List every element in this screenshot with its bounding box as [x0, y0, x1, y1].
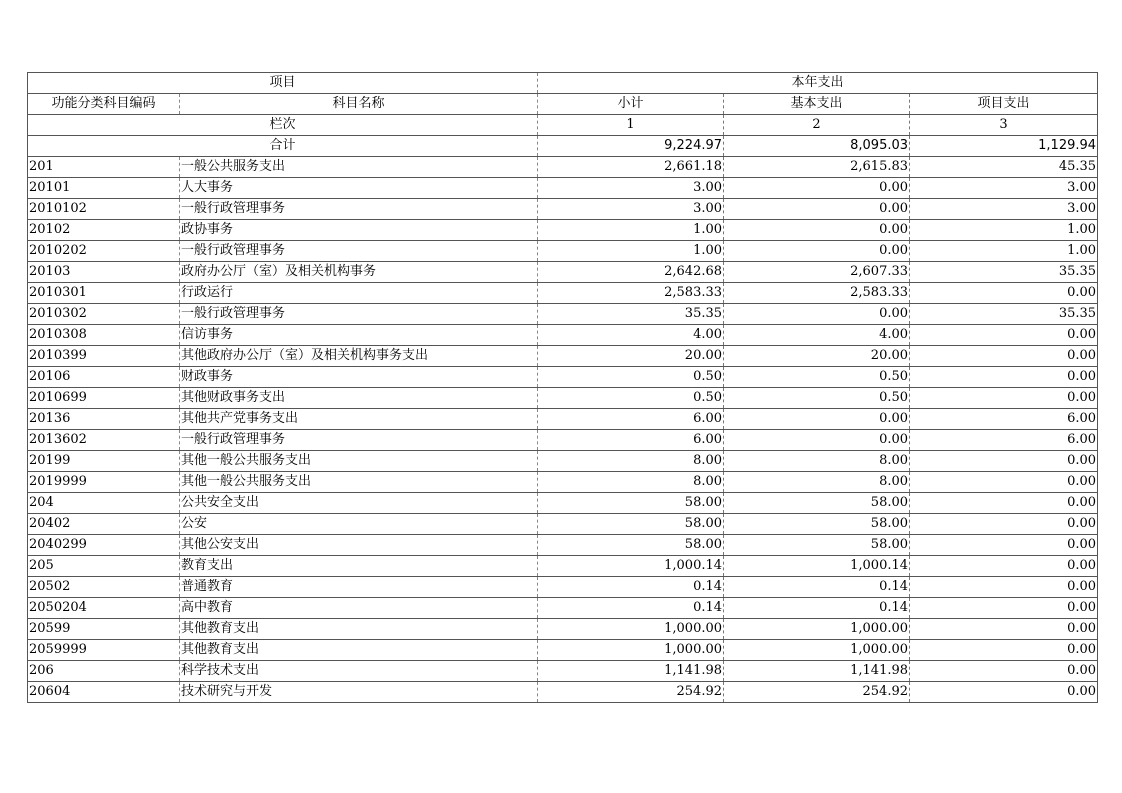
table-row [28, 619, 1098, 640]
row-basic: 58.00 [724, 535, 910, 556]
row-project: 3.00 [910, 178, 1098, 199]
row-name: 公共安全支出 [180, 493, 538, 514]
row-subtotal: 4.00 [538, 325, 724, 346]
row-basic: 0.00 [724, 304, 910, 325]
total-basic: 8,095.03 [724, 136, 910, 157]
row-name: 一般行政管理事务 [180, 430, 538, 451]
header-col1: 1 [538, 115, 724, 136]
row-basic: 1,000.00 [724, 640, 910, 661]
row-basic: 2,607.33 [724, 262, 910, 283]
row-name: 一般行政管理事务 [180, 304, 538, 325]
row-subtotal: 1.00 [538, 241, 724, 262]
row-name: 财政事务 [180, 367, 538, 388]
row-code: 20106 [28, 367, 180, 388]
row-subtotal: 20.00 [538, 346, 724, 367]
row-basic: 0.50 [724, 388, 910, 409]
row-basic: 2,583.33 [724, 283, 910, 304]
expenditure-table [27, 72, 1098, 703]
expenditure-table-body [28, 73, 1098, 703]
row-basic: 0.14 [724, 577, 910, 598]
row-basic: 0.00 [724, 220, 910, 241]
table-row [28, 241, 1098, 262]
row-code: 20502 [28, 577, 180, 598]
row-name: 科学技术支出 [180, 661, 538, 682]
row-subtotal: 254.92 [538, 682, 724, 703]
row-project: 1.00 [910, 220, 1098, 241]
row-name: 一般公共服务支出 [180, 157, 538, 178]
table-row [28, 283, 1098, 304]
row-name: 其他教育支出 [180, 640, 538, 661]
row-name: 政协事务 [180, 220, 538, 241]
row-name: 其他公安支出 [180, 535, 538, 556]
row-code: 20599 [28, 619, 180, 640]
table-row [28, 325, 1098, 346]
row-project: 0.00 [910, 493, 1098, 514]
table-row [28, 262, 1098, 283]
row-project: 0.00 [910, 556, 1098, 577]
row-project: 1.00 [910, 241, 1098, 262]
row-project: 0.00 [910, 598, 1098, 619]
row-code: 2059999 [28, 640, 180, 661]
row-subtotal: 58.00 [538, 535, 724, 556]
row-name: 其他财政事务支出 [180, 388, 538, 409]
row-subtotal: 0.50 [538, 367, 724, 388]
header-name: 科目名称 [180, 94, 538, 115]
header-col3: 3 [910, 115, 1098, 136]
row-name: 教育支出 [180, 556, 538, 577]
row-code: 2010399 [28, 346, 180, 367]
row-code: 204 [28, 493, 180, 514]
row-project: 0.00 [910, 514, 1098, 535]
row-code: 20102 [28, 220, 180, 241]
table-row [28, 451, 1098, 472]
row-basic: 0.00 [724, 409, 910, 430]
table-row [28, 409, 1098, 430]
table-row [28, 367, 1098, 388]
row-basic: 0.00 [724, 430, 910, 451]
table-row [28, 388, 1098, 409]
row-subtotal: 6.00 [538, 430, 724, 451]
row-subtotal: 1,000.14 [538, 556, 724, 577]
header-row-2 [28, 94, 1098, 115]
row-subtotal: 2,661.18 [538, 157, 724, 178]
header-project: 项目支出 [910, 94, 1098, 115]
row-name: 一般行政管理事务 [180, 199, 538, 220]
header-row-3 [28, 115, 1098, 136]
row-basic: 58.00 [724, 493, 910, 514]
table-row [28, 178, 1098, 199]
row-project: 35.35 [910, 262, 1098, 283]
row-code: 205 [28, 556, 180, 577]
row-subtotal: 1,000.00 [538, 640, 724, 661]
row-project: 0.00 [910, 577, 1098, 598]
row-basic: 254.92 [724, 682, 910, 703]
row-project: 0.00 [910, 682, 1098, 703]
total-label: 合计 [28, 136, 538, 157]
row-name: 高中教育 [180, 598, 538, 619]
row-subtotal: 8.00 [538, 451, 724, 472]
table-row [28, 430, 1098, 451]
header-expense-year: 本年支出 [538, 73, 1098, 94]
row-basic: 0.00 [724, 241, 910, 262]
row-basic: 0.00 [724, 199, 910, 220]
row-project: 0.00 [910, 283, 1098, 304]
total-row [28, 136, 1098, 157]
row-subtotal: 3.00 [538, 199, 724, 220]
table-row [28, 556, 1098, 577]
header-basic: 基本支出 [724, 94, 910, 115]
row-basic: 4.00 [724, 325, 910, 346]
header-subtotal: 小计 [538, 94, 724, 115]
row-code: 2013602 [28, 430, 180, 451]
row-code: 2010302 [28, 304, 180, 325]
row-subtotal: 0.50 [538, 388, 724, 409]
row-name: 信访事务 [180, 325, 538, 346]
row-code: 2010301 [28, 283, 180, 304]
table-row [28, 493, 1098, 514]
row-code: 201 [28, 157, 180, 178]
row-project: 0.00 [910, 535, 1098, 556]
header-code: 功能分类科目编码 [28, 94, 180, 115]
row-name: 其他教育支出 [180, 619, 538, 640]
row-basic: 1,000.14 [724, 556, 910, 577]
row-name: 其他政府办公厅（室）及相关机构事务支出 [180, 346, 538, 367]
row-name: 政府办公厅（室）及相关机构事务 [180, 262, 538, 283]
row-code: 20402 [28, 514, 180, 535]
table-row [28, 220, 1098, 241]
row-name: 其他一般公共服务支出 [180, 451, 538, 472]
row-basic: 0.14 [724, 598, 910, 619]
row-name: 技术研究与开发 [180, 682, 538, 703]
row-subtotal: 2,583.33 [538, 283, 724, 304]
row-project: 0.00 [910, 661, 1098, 682]
row-project: 6.00 [910, 409, 1098, 430]
row-project: 0.00 [910, 346, 1098, 367]
table-row [28, 304, 1098, 325]
row-subtotal: 1.00 [538, 220, 724, 241]
row-project: 0.00 [910, 640, 1098, 661]
table-row [28, 598, 1098, 619]
total-project: 1,129.94 [910, 136, 1098, 157]
row-code: 20103 [28, 262, 180, 283]
table-row [28, 514, 1098, 535]
row-subtotal: 8.00 [538, 472, 724, 493]
row-name: 行政运行 [180, 283, 538, 304]
row-basic: 0.00 [724, 178, 910, 199]
table-row [28, 472, 1098, 493]
row-subtotal: 58.00 [538, 514, 724, 535]
table-row [28, 640, 1098, 661]
row-basic: 20.00 [724, 346, 910, 367]
row-basic: 1,000.00 [724, 619, 910, 640]
row-project: 6.00 [910, 430, 1098, 451]
row-subtotal: 35.35 [538, 304, 724, 325]
row-basic: 58.00 [724, 514, 910, 535]
table-row [28, 661, 1098, 682]
row-code: 20101 [28, 178, 180, 199]
row-name: 一般行政管理事务 [180, 241, 538, 262]
table-row [28, 346, 1098, 367]
table-row [28, 682, 1098, 703]
row-project: 35.35 [910, 304, 1098, 325]
row-code: 206 [28, 661, 180, 682]
header-column-label: 栏次 [28, 115, 538, 136]
row-subtotal: 58.00 [538, 493, 724, 514]
row-subtotal: 0.14 [538, 598, 724, 619]
row-code: 20199 [28, 451, 180, 472]
row-basic: 8.00 [724, 451, 910, 472]
row-subtotal: 6.00 [538, 409, 724, 430]
row-code: 2050204 [28, 598, 180, 619]
row-name: 其他一般公共服务支出 [180, 472, 538, 493]
header-col2: 2 [724, 115, 910, 136]
row-name: 普通教育 [180, 577, 538, 598]
row-code: 2010102 [28, 199, 180, 220]
row-subtotal: 1,000.00 [538, 619, 724, 640]
row-basic: 0.50 [724, 367, 910, 388]
row-code: 20604 [28, 682, 180, 703]
row-code: 20136 [28, 409, 180, 430]
row-code: 2040299 [28, 535, 180, 556]
row-code: 2010699 [28, 388, 180, 409]
row-project: 0.00 [910, 472, 1098, 493]
header-row-1 [28, 73, 1098, 94]
row-code: 2010308 [28, 325, 180, 346]
row-basic: 8.00 [724, 472, 910, 493]
table-row [28, 535, 1098, 556]
header-item: 项目 [28, 73, 538, 94]
row-project: 45.35 [910, 157, 1098, 178]
row-subtotal: 0.14 [538, 577, 724, 598]
table-row [28, 199, 1098, 220]
table-row [28, 577, 1098, 598]
table-row [28, 157, 1098, 178]
row-name: 其他共产党事务支出 [180, 409, 538, 430]
row-project: 0.00 [910, 367, 1098, 388]
row-subtotal: 1,141.98 [538, 661, 724, 682]
row-project: 3.00 [910, 199, 1098, 220]
row-code: 2019999 [28, 472, 180, 493]
row-basic: 1,141.98 [724, 661, 910, 682]
total-subtotal: 9,224.97 [538, 136, 724, 157]
row-project: 0.00 [910, 619, 1098, 640]
row-code: 2010202 [28, 241, 180, 262]
row-name: 公安 [180, 514, 538, 535]
row-project: 0.00 [910, 451, 1098, 472]
row-subtotal: 2,642.68 [538, 262, 724, 283]
row-name: 人大事务 [180, 178, 538, 199]
row-subtotal: 3.00 [538, 178, 724, 199]
row-project: 0.00 [910, 388, 1098, 409]
row-project: 0.00 [910, 325, 1098, 346]
row-basic: 2,615.83 [724, 157, 910, 178]
